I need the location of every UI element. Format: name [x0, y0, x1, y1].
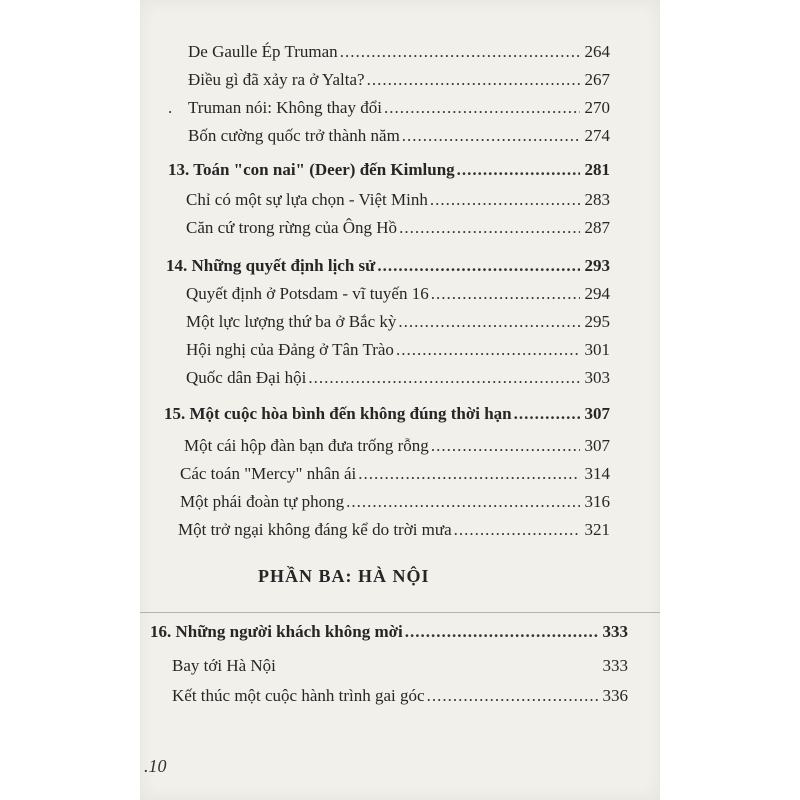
toc-entry	[186, 312, 610, 332]
leader-dots	[308, 368, 580, 388]
leader-dots	[514, 404, 580, 424]
toc-entry	[188, 126, 610, 146]
toc-entry-title: Một phái đoàn tự phong	[180, 492, 345, 511]
toc-entry-page: 274	[584, 126, 610, 145]
toc-chapter-title: 13. Toán "con nai" (Deer) đến Kimlung	[168, 160, 455, 179]
toc-entry-page: 270	[584, 98, 610, 117]
leader-dots	[431, 284, 580, 304]
toc-entry-page: 333	[602, 656, 628, 675]
leader-dots	[427, 686, 598, 706]
page-number: .10	[144, 756, 167, 776]
leader-dots	[454, 520, 580, 540]
leader-dots	[457, 160, 580, 180]
leader-dots	[430, 190, 580, 210]
toc-entry-page: 295	[584, 312, 610, 331]
leader-dots	[346, 492, 580, 512]
part-heading: PHẦN BA: HÀ NỘI	[258, 566, 430, 586]
toc-chapter-title: 14. Những quyết định lịch sử	[166, 256, 376, 275]
toc-entry	[186, 368, 610, 388]
toc-entry	[188, 42, 610, 62]
leader-dots	[431, 436, 580, 456]
leader-dots	[398, 312, 580, 332]
stray-bullet: .	[168, 98, 173, 117]
toc-entry-title: Căn cứ trong rừng của Ông Hồ	[186, 218, 398, 237]
toc-entry-page: 336	[602, 686, 628, 705]
toc-entry-title: Các toán "Mercy" nhân ái	[180, 464, 357, 483]
leader-dots	[405, 622, 598, 642]
toc-entry-page: 314	[584, 464, 610, 483]
toc-chapter	[168, 160, 610, 180]
toc-entry	[186, 340, 610, 360]
toc-chapter-page: 293	[584, 256, 610, 275]
leader-dots	[377, 256, 580, 276]
toc-entry	[184, 436, 610, 456]
toc-entry	[172, 656, 628, 676]
toc-entry-page: 307	[584, 436, 610, 455]
toc-entry-title: Điều gì đã xảy ra ở Yalta?	[188, 70, 365, 89]
toc-entry-title: Quyết định ở Potsdam - vĩ tuyến 16	[186, 284, 429, 303]
leader-dots	[340, 42, 580, 62]
toc-entry-title: Một cái hộp đàn bạn đưa trống rỗng	[184, 436, 429, 455]
toc-chapter-title: 15. Một cuộc hòa bình đến không đúng thời hạn	[164, 404, 512, 423]
toc-entry-page: 316	[584, 492, 610, 511]
toc-entry	[180, 492, 610, 512]
toc-entry-page: 301	[584, 340, 610, 359]
toc-entry-title: Kết thúc một cuộc hành trình gai góc	[172, 686, 425, 705]
toc-entry-title: Truman nói: Không thay đổi	[188, 98, 382, 117]
book-page	[140, 0, 660, 800]
toc-entry-title: Bốn cường quốc trở thành năm	[188, 126, 400, 145]
toc-entry-title: Quốc dân Đại hội	[186, 368, 307, 387]
leader-dots	[399, 218, 580, 238]
toc-entry	[188, 98, 610, 118]
toc-entry	[180, 464, 610, 484]
toc-chapter-page: 281	[584, 160, 610, 179]
toc-chapter-page: 307	[584, 404, 610, 423]
toc-entry	[186, 190, 610, 210]
toc-entry	[186, 284, 610, 304]
toc-entry	[178, 520, 610, 540]
toc-entry-title: Chỉ có một sự lựa chọn - Việt Minh	[186, 190, 428, 209]
leader-dots	[402, 126, 580, 146]
divider	[140, 612, 660, 613]
toc-entry-page: 267	[584, 70, 610, 89]
leader-dots	[384, 98, 580, 118]
toc-entry-title: Bay tới Hà Nội	[172, 656, 276, 675]
toc-entry-page: 303	[584, 368, 610, 387]
toc-entry-title: Một trở ngại không đáng kể do trời mưa	[178, 520, 452, 539]
toc-entry-page: 283	[584, 190, 610, 209]
toc-entry-page: 287	[584, 218, 610, 237]
toc-entry-title: Hội nghị của Đảng ở Tân Trào	[186, 340, 394, 359]
toc-entry	[172, 686, 628, 706]
leader-dots	[358, 464, 580, 484]
toc-chapter	[166, 256, 610, 276]
toc-chapter-page: 333	[602, 622, 628, 641]
toc-entry-page: 294	[584, 284, 610, 303]
leader-dots	[396, 340, 580, 360]
toc-entry-title: De Gaulle Ép Truman	[188, 42, 338, 61]
toc-chapter	[150, 622, 628, 642]
toc-entry-title: Một lực lượng thứ ba ở Bắc kỳ	[186, 312, 397, 331]
toc-entry	[188, 70, 610, 90]
toc-entry-page: 264	[584, 42, 610, 61]
leader-dots	[367, 70, 580, 90]
toc-chapter-title: 16. Những người khách không mời	[150, 622, 403, 641]
toc-entry-page: 321	[584, 520, 610, 539]
toc-entry	[186, 218, 610, 238]
toc-chapter	[164, 404, 610, 424]
